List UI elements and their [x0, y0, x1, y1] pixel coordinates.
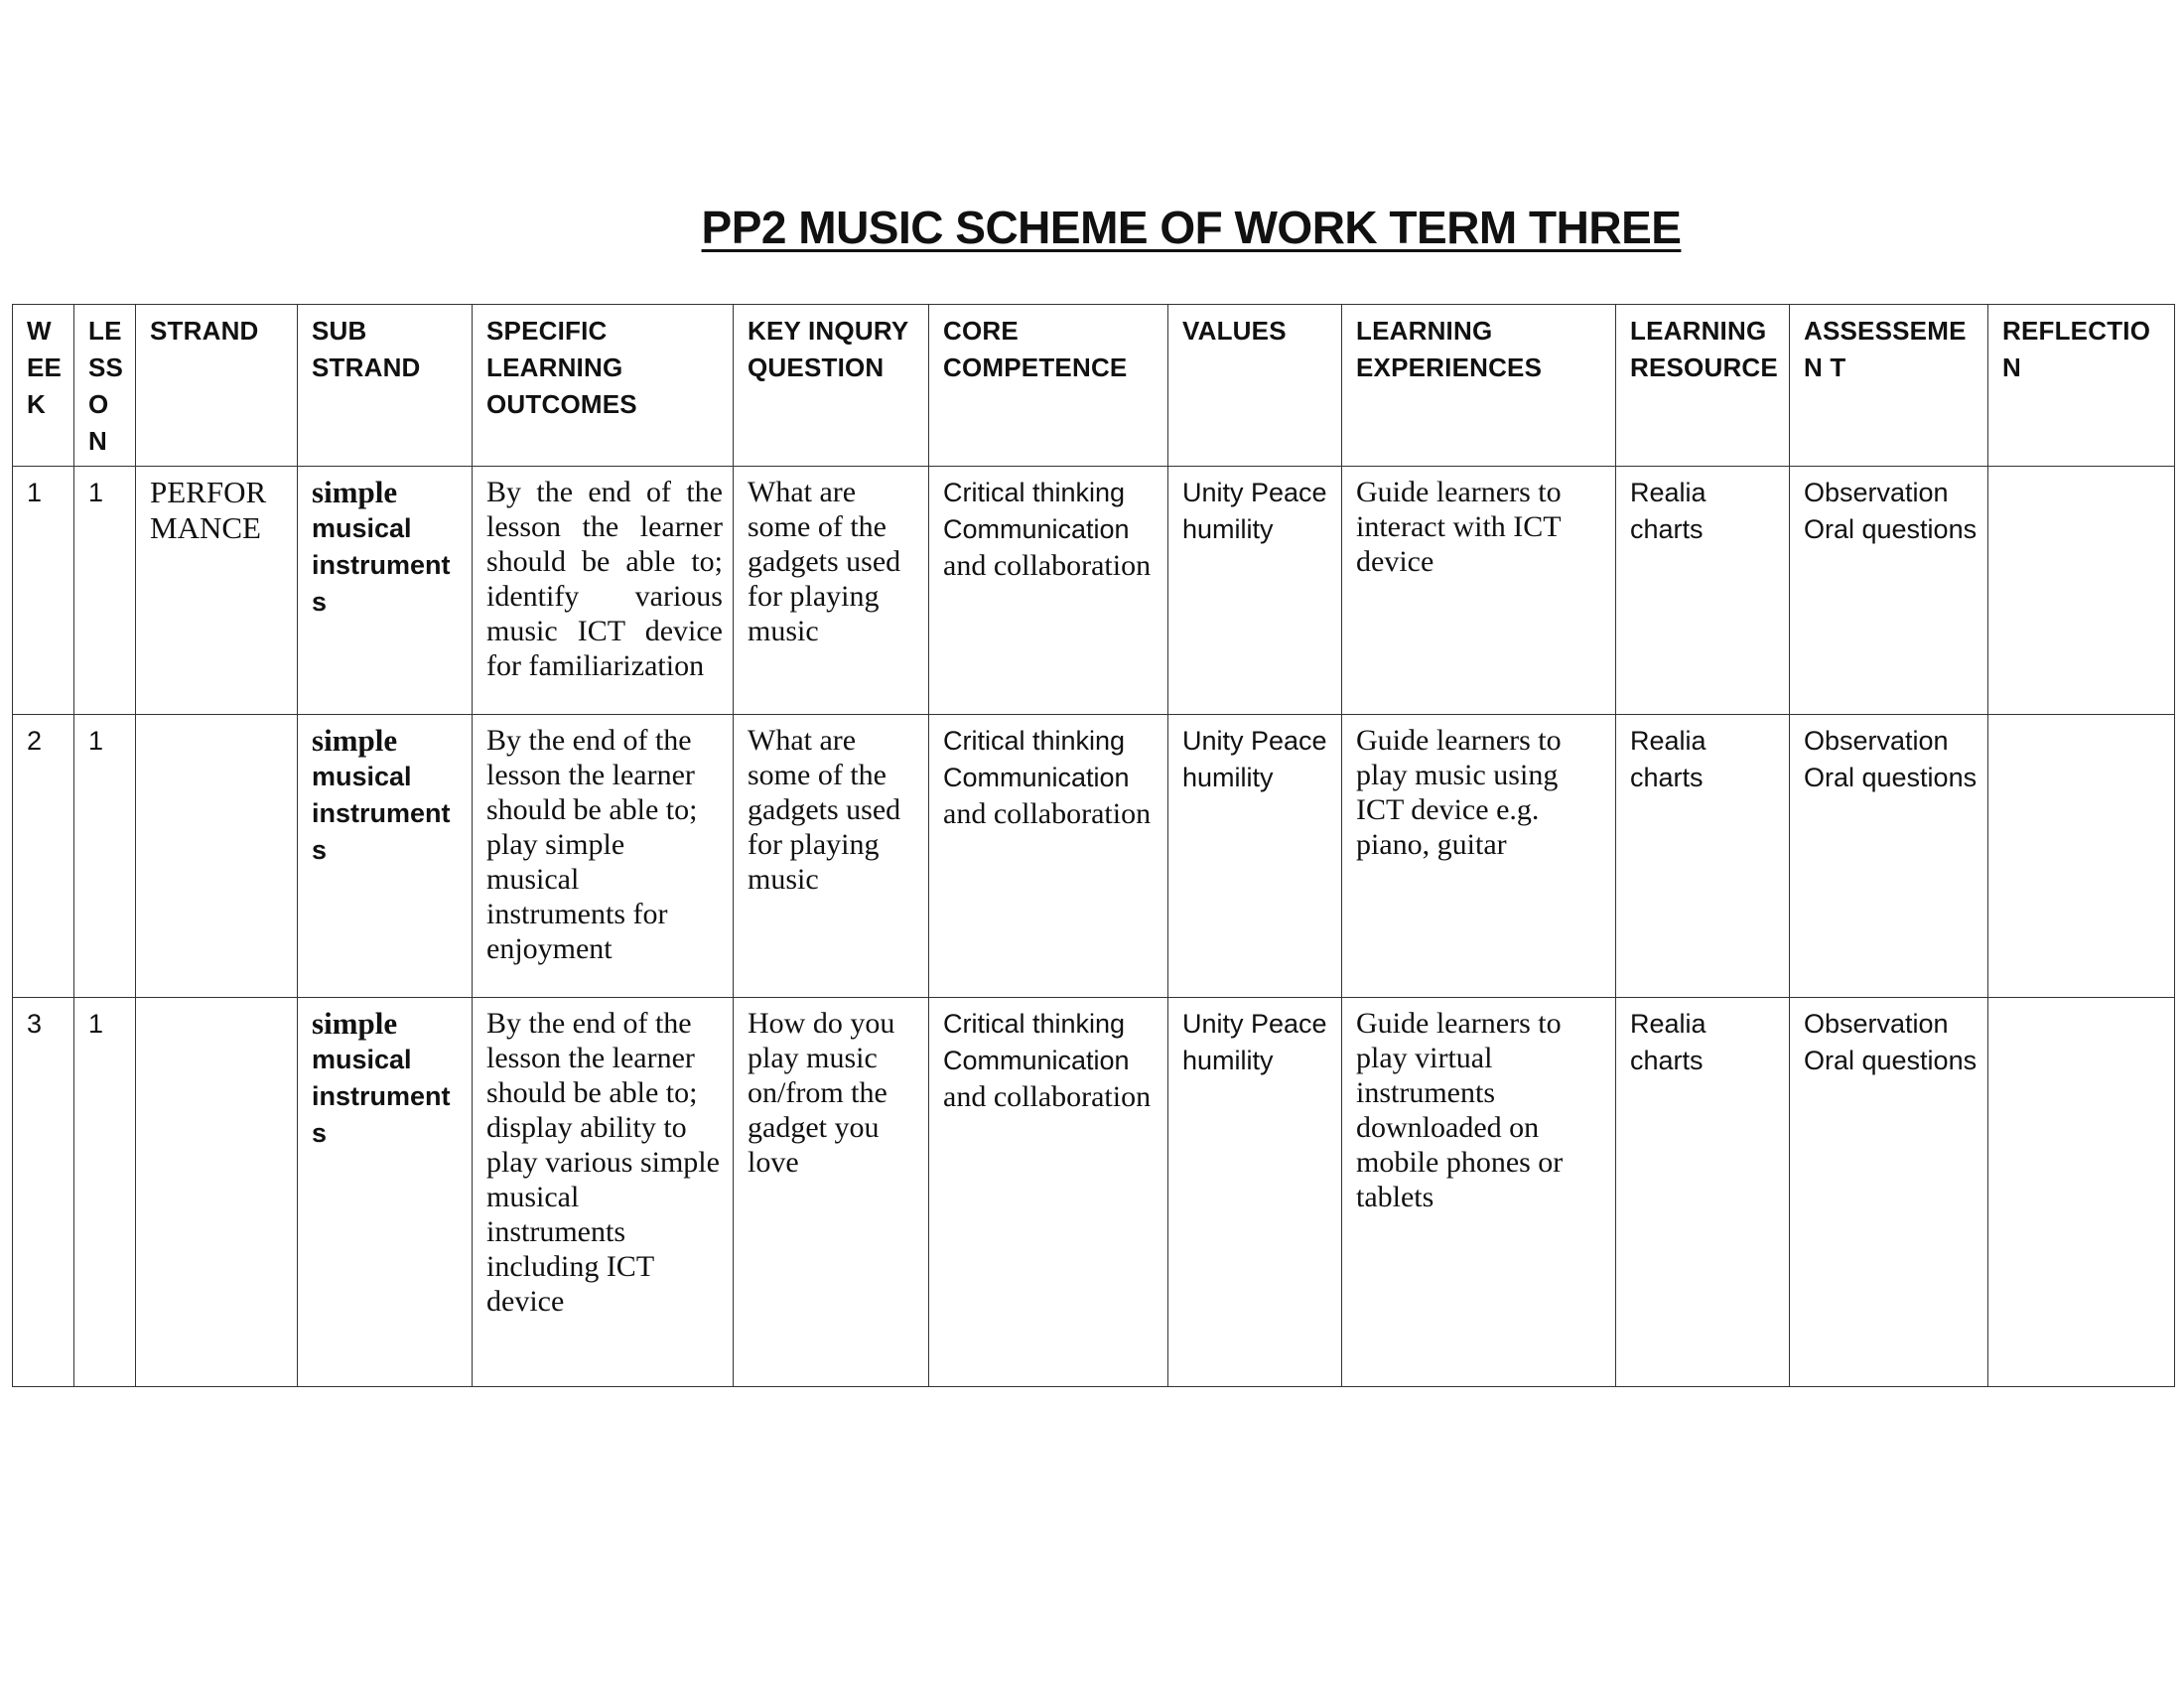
sub-strand-first-word: simple [312, 475, 398, 509]
cell-outcomes: By the end of the lesson the learner should be able to; display ability to play various simple musical instruments including ICT device [473, 998, 734, 1387]
cell-learning-resource: Realia charts [1616, 467, 1790, 715]
header-sub-strand: SUB STRAND [298, 305, 473, 467]
cell-strand [136, 998, 298, 1387]
table-row-week-1 [13, 467, 2175, 715]
competence-text-serif: and collaboration [943, 549, 1152, 582]
header-learning-resource: LEARNING RESOURCE [1616, 305, 1790, 467]
cell-lesson: 1 [74, 467, 136, 715]
cell-learning-resource: Realia charts [1616, 998, 1790, 1387]
cell-learning-experiences: Guide learners to play virtual instruments downloaded on mobile phones or tablets [1342, 998, 1616, 1387]
cell-values: Unity Peace humility [1168, 715, 1342, 998]
cell-sub-strand [298, 467, 473, 715]
cell-outcomes: By the end of the lesson the learner should be able to; identify various music ICT device for familiarization [473, 467, 734, 715]
cell-week: 1 [13, 467, 74, 715]
cell-sub-strand [298, 715, 473, 998]
competence-text-serif: and collaboration [943, 797, 1152, 830]
cell-values: Unity Peace humility [1168, 467, 1342, 715]
cell-reflection [1988, 715, 2175, 998]
header-values: VALUES [1168, 305, 1342, 467]
cell-assessment: Observation Oral questions [1790, 467, 1988, 715]
header-week: W EE K [13, 305, 74, 467]
header-learning-experiences: LEARNING EXPERIENCES [1342, 305, 1616, 467]
cell-lesson: 1 [74, 998, 136, 1387]
cell-week: 3 [13, 998, 74, 1387]
table-row-week-3 [13, 998, 2175, 1387]
cell-week: 2 [13, 715, 74, 998]
cell-core-competence [929, 467, 1168, 715]
cell-key-question: How do you play music on/from the gadget you love [734, 998, 929, 1387]
competence-text: Critical thinking Communication [943, 726, 1130, 792]
table-row-week-2 [13, 715, 2175, 998]
cell-core-competence [929, 715, 1168, 998]
cell-learning-experiences: Guide learners to interact with ICT device [1342, 467, 1616, 715]
cell-strand: PERFOR MANCE [136, 467, 298, 715]
cell-learning-experiences: Guide learners to play music using ICT device e.g. piano, guitar [1342, 715, 1616, 998]
sub-strand-rest: musical instrument s [312, 513, 451, 617]
header-reflection: REFLECTION [1988, 305, 2175, 467]
sub-strand-first-word: simple [312, 723, 398, 758]
header-row [13, 305, 2175, 467]
competence-text: Critical thinking Communication [943, 478, 1130, 544]
header-key-inquiry-question: KEY INQURY QUESTION [734, 305, 929, 467]
header-assessment: ASSESSEMEN T [1790, 305, 1988, 467]
sub-strand-first-word: simple [312, 1006, 398, 1041]
header-strand: STRAND [136, 305, 298, 467]
cell-outcomes: By the end of the lesson the learner should be able to; play simple musical instruments for enjoyment [473, 715, 734, 998]
cell-lesson: 1 [74, 715, 136, 998]
cell-reflection [1988, 998, 2175, 1387]
cell-assessment: Observation Oral questions [1790, 715, 1988, 998]
header-lesson: LE SS O N [74, 305, 136, 467]
competence-text: Critical thinking Communication [943, 1009, 1130, 1075]
competence-text-serif: and collaboration [943, 1080, 1152, 1113]
cell-reflection [1988, 467, 2175, 715]
cell-assessment: Observation Oral questions [1790, 998, 1988, 1387]
cell-core-competence [929, 998, 1168, 1387]
sub-strand-rest: musical instrument s [312, 762, 451, 865]
cell-strand [136, 715, 298, 998]
header-specific-learning-outcomes: SPECIFIC LEARNING OUTCOMES [473, 305, 734, 467]
scheme-of-work-table [12, 304, 2175, 1387]
cell-sub-strand [298, 998, 473, 1387]
cell-learning-resource: Realia charts [1616, 715, 1790, 998]
cell-values: Unity Peace humility [1168, 998, 1342, 1387]
document-title: PP2 MUSIC SCHEME OF WORK TERM THREE [701, 202, 1682, 253]
cell-key-question: What are some of the gadgets used for playing music [734, 467, 929, 715]
header-core-competence: CORE COMPETENCE [929, 305, 1168, 467]
sub-strand-rest: musical instrument s [312, 1045, 451, 1148]
cell-key-question: What are some of the gadgets used for playing music [734, 715, 929, 998]
